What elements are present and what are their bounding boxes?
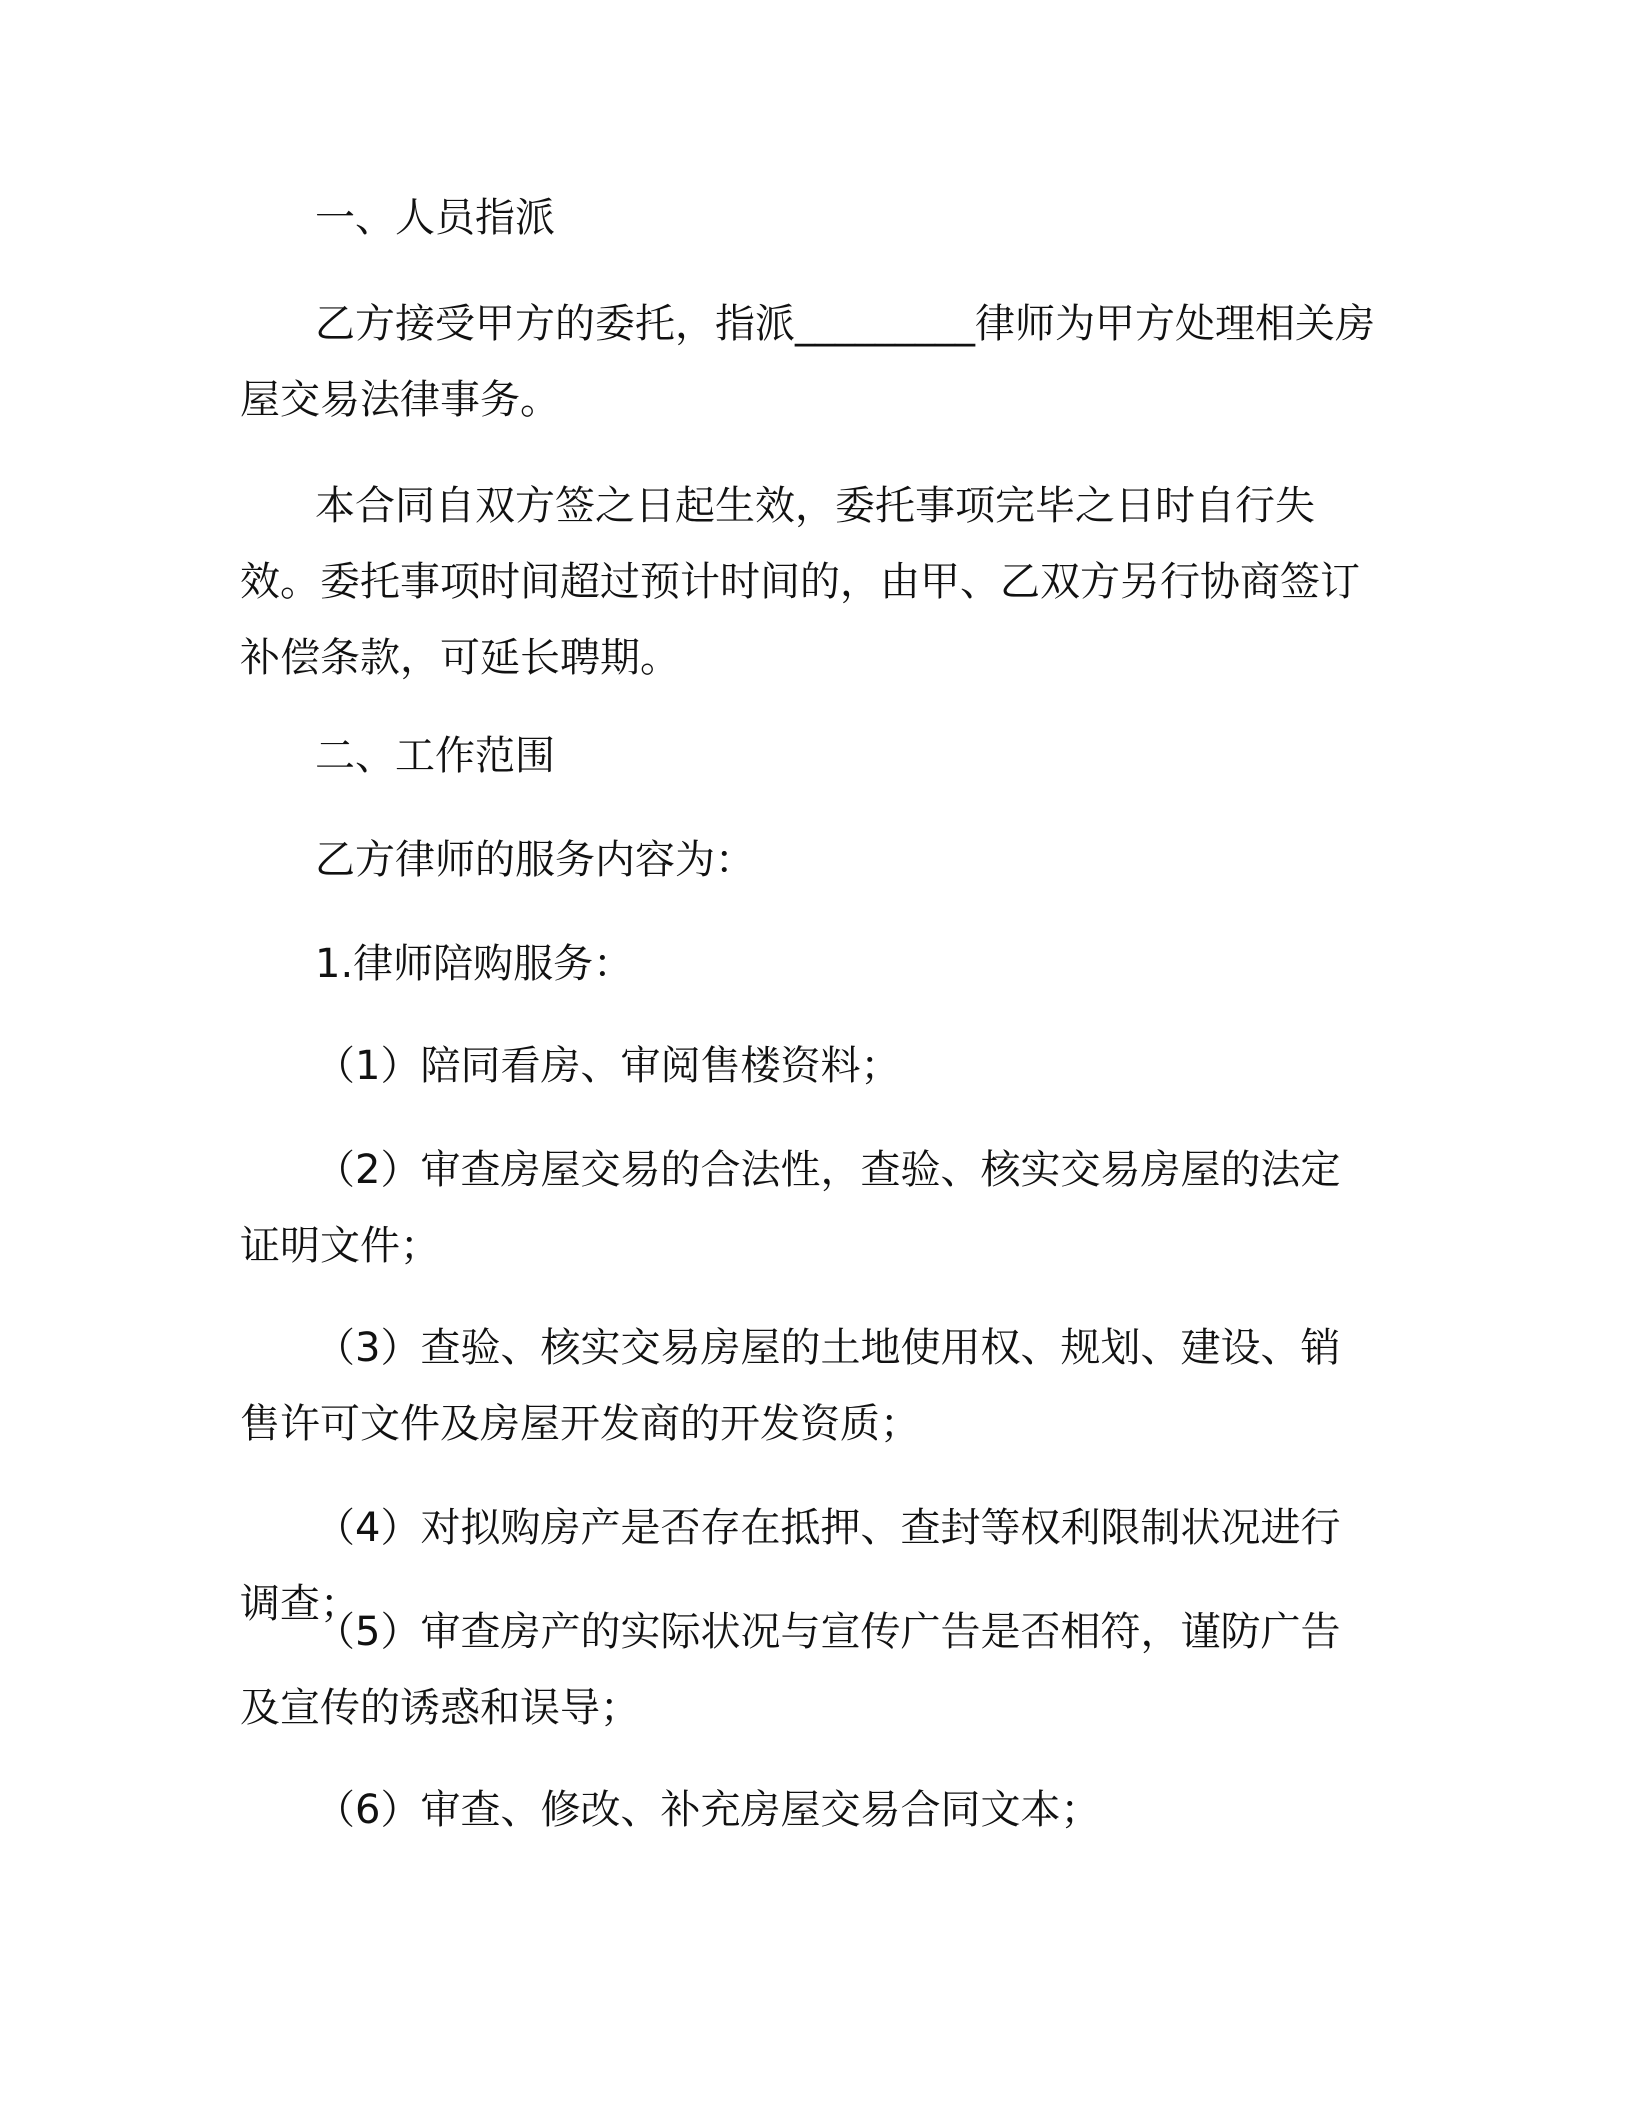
paragraph-effective-term: 本合同自双方签之日起生效，委托事项完毕之日时自行失效。委托事项时间超过预计时间的，由甲、乙双方另行协商签订补偿条款，可延长聘期。: [240, 483, 1360, 681]
list-item-sub-1: （1）陪同看房、审阅售楼资料；: [315, 1043, 901, 1089]
list-item-sub-3: （3）查验、核实交易房屋的土地使用权、规划、建设、销售许可文件及房屋开发商的开发资质；: [240, 1325, 1341, 1447]
list-item-sub-5: （5）审查房产的实际状况与宣传广告是否相符，谨防广告及宣传的诱惑和误导；: [240, 1609, 1341, 1731]
list-item-sub-2: （2）审查房屋交易的合法性，查验、核实交易房屋的法定证明文件；: [240, 1147, 1341, 1269]
section-heading-scope: 二、工作范围: [315, 733, 555, 779]
list-item-sub-4: （4）对拟购房产是否存在抵押、查封等权利限制状况进行调查；: [240, 1505, 1341, 1627]
paragraph-item-1: 1.律师陪购服务：: [315, 941, 634, 987]
list-item-sub-6: （6）审查、修改、补充房屋交易合同文本；: [315, 1787, 1101, 1833]
paragraph-service-intro: 乙方律师的服务内容为：: [315, 837, 755, 883]
section-heading-personnel: 一、人员指派: [315, 195, 555, 241]
paragraph-assignment: 乙方接受甲方的委托，指派_________律师为甲方处理相关房屋交易法律事务。: [240, 301, 1375, 423]
